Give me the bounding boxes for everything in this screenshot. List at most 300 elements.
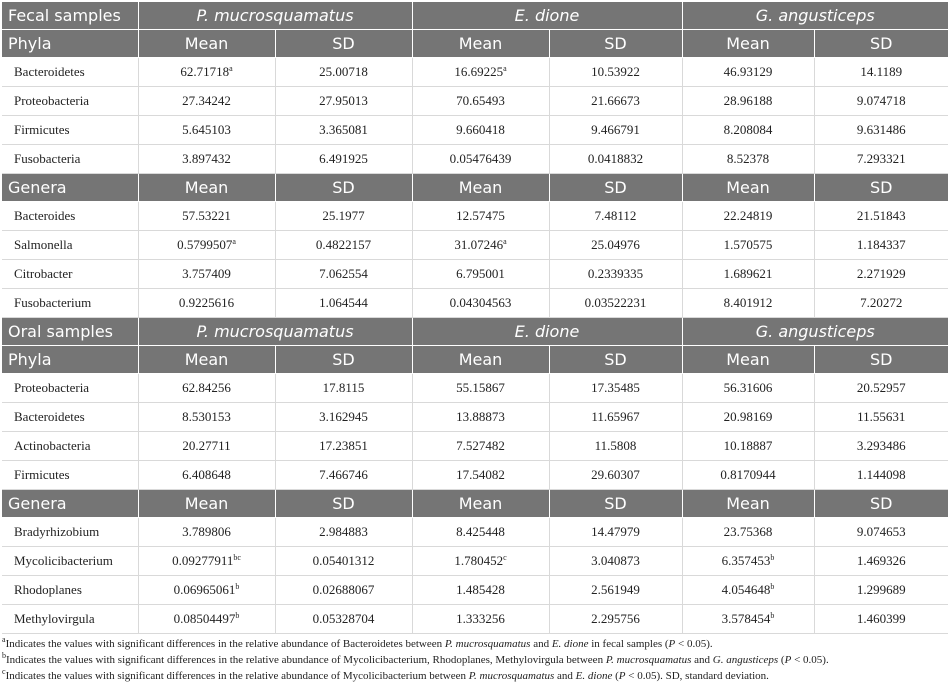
- significance-mark: a: [229, 64, 233, 73]
- value-cell: [412, 260, 549, 289]
- value-cell: [549, 289, 682, 318]
- taxon-name: Bacteroidetes: [2, 58, 138, 87]
- value-cell: [138, 518, 275, 547]
- table-body: [2, 2, 948, 634]
- taxon-name: Fusobacteria: [2, 145, 138, 174]
- footnote-text: Indicates the values with significant differences in the relative abundance of Bacteroidetes between: [5, 638, 445, 650]
- cell-value: 7.20272: [860, 295, 903, 310]
- taxon-name: Firmicutes: [2, 461, 138, 490]
- value-cell: [814, 289, 948, 318]
- value-cell: [682, 116, 814, 145]
- cell-value: 56.31606: [723, 380, 773, 395]
- cell-value: 0.2339335: [587, 266, 644, 281]
- cell-value: 7.466746: [319, 467, 368, 482]
- abundance-table: [2, 2, 948, 634]
- cell-value: 27.95013: [319, 93, 368, 108]
- cell-value: 1.460399: [856, 611, 906, 626]
- value-cell: [275, 605, 412, 634]
- significance-mark: bc: [233, 553, 241, 562]
- mean-header: Mean: [138, 30, 275, 58]
- cell-value: 3.162945: [319, 409, 368, 424]
- sd-header: SD: [549, 346, 682, 374]
- value-cell: [682, 145, 814, 174]
- cell-value: 0.08504497: [173, 611, 236, 626]
- value-cell: [138, 576, 275, 605]
- value-cell: [814, 231, 948, 260]
- footnote-text: P. mucrosquamatus: [444, 638, 531, 650]
- footnote-text: P: [668, 638, 676, 650]
- cell-value: 1.469326: [856, 553, 906, 568]
- value-cell: [549, 605, 682, 634]
- cell-value: 8.530153: [182, 409, 231, 424]
- table-row: [2, 116, 948, 145]
- footnote-text: and: [691, 654, 713, 666]
- value-cell: [275, 145, 412, 174]
- significance-mark: b: [770, 611, 775, 620]
- cell-value: 46.93129: [723, 64, 773, 79]
- significance-mark: c: [503, 553, 507, 562]
- taxon-name: Bacteroidetes: [2, 403, 138, 432]
- taxon-name: Methylovirgula: [2, 605, 138, 634]
- sd-header: SD: [275, 346, 412, 374]
- value-cell: [275, 547, 412, 576]
- value-cell: [275, 260, 412, 289]
- value-cell: [138, 461, 275, 490]
- table-row: [2, 576, 948, 605]
- footnote-text: P: [784, 654, 792, 666]
- mean-header: Mean: [412, 174, 549, 202]
- table-row: [2, 289, 948, 318]
- cell-value: 8.425448: [456, 524, 505, 539]
- table-row: [2, 260, 948, 289]
- mean-header: Mean: [682, 346, 814, 374]
- cell-value: 0.05401312: [312, 553, 375, 568]
- significance-mark: a: [503, 64, 507, 73]
- value-cell: [549, 518, 682, 547]
- cell-value: 25.04976: [591, 237, 640, 252]
- value-cell: [682, 518, 814, 547]
- species-header: G. angusticeps: [682, 318, 948, 346]
- cell-value: 0.0418832: [587, 151, 644, 166]
- footnote-text: P. mucrosquamatus: [605, 654, 692, 666]
- section-title: Oral samples: [2, 318, 138, 346]
- mean-header: Mean: [682, 174, 814, 202]
- value-cell: [138, 547, 275, 576]
- cell-value: 11.5808: [594, 438, 637, 453]
- group-header-row: [2, 30, 948, 58]
- cell-value: 12.57475: [456, 208, 505, 223]
- species-header: P. mucrosquamatus: [138, 318, 412, 346]
- cell-value: 23.75368: [723, 524, 773, 539]
- cell-value: 5.645103: [182, 122, 231, 137]
- footnote-text: in fecal samples (: [588, 638, 669, 650]
- group-label: Phyla: [2, 346, 138, 374]
- value-cell: [412, 145, 549, 174]
- value-cell: [682, 58, 814, 87]
- value-cell: [412, 605, 549, 634]
- value-cell: [682, 576, 814, 605]
- significance-mark: a: [503, 237, 507, 246]
- cell-value: 3.293486: [856, 438, 906, 453]
- cell-value: 1.570575: [723, 237, 773, 252]
- cell-value: 7.48112: [594, 208, 637, 223]
- cell-value: 11.65967: [591, 409, 640, 424]
- table-row: [2, 87, 948, 116]
- sd-header: SD: [275, 490, 412, 518]
- value-cell: [412, 58, 549, 87]
- value-cell: [138, 116, 275, 145]
- value-cell: [275, 289, 412, 318]
- cell-value: 1.144098: [856, 467, 906, 482]
- mean-header: Mean: [138, 174, 275, 202]
- footnote-text: < 0.05).: [791, 654, 829, 666]
- cell-value: 8.208084: [723, 122, 773, 137]
- footnote-text: and: [530, 638, 552, 650]
- value-cell: [682, 374, 814, 403]
- table-row: [2, 202, 948, 231]
- value-cell: [682, 605, 814, 634]
- value-cell: [138, 87, 275, 116]
- value-cell: [814, 260, 948, 289]
- group-header-row: [2, 174, 948, 202]
- group-header-row: [2, 490, 948, 518]
- cell-value: 9.466791: [591, 122, 640, 137]
- significance-mark: a: [232, 237, 236, 246]
- taxon-name: Proteobacteria: [2, 374, 138, 403]
- value-cell: [814, 58, 948, 87]
- taxon-name: Rhodoplanes: [2, 576, 138, 605]
- cell-value: 7.062554: [319, 266, 368, 281]
- cell-value: 11.55631: [857, 409, 906, 424]
- sd-header: SD: [814, 30, 948, 58]
- value-cell: [412, 576, 549, 605]
- footnote-text: < 0.05). SD, standard deviation.: [625, 670, 769, 682]
- taxon-name: Firmicutes: [2, 116, 138, 145]
- table-row: [2, 145, 948, 174]
- footnote: [2, 636, 948, 652]
- cell-value: 0.02688067: [312, 582, 375, 597]
- group-label: Genera: [2, 490, 138, 518]
- cell-value: 3.757409: [182, 266, 231, 281]
- cell-value: 2.561949: [591, 582, 640, 597]
- value-cell: [275, 403, 412, 432]
- cell-value: 6.795001: [456, 266, 505, 281]
- cell-value: 57.53221: [182, 208, 231, 223]
- cell-value: 14.47979: [591, 524, 640, 539]
- value-cell: [138, 432, 275, 461]
- cell-value: 2.295756: [591, 611, 640, 626]
- cell-value: 2.984883: [319, 524, 368, 539]
- cell-value: 21.51843: [856, 208, 906, 223]
- cell-value: 17.35485: [591, 380, 640, 395]
- value-cell: [275, 202, 412, 231]
- footnotes: [2, 636, 948, 684]
- cell-value: 1.299689: [856, 582, 906, 597]
- value-cell: [138, 231, 275, 260]
- value-cell: [682, 231, 814, 260]
- cell-value: 70.65493: [456, 93, 505, 108]
- cell-value: 9.660418: [456, 122, 505, 137]
- taxon-name: Actinobacteria: [2, 432, 138, 461]
- footnote-text: G. angusticeps: [712, 654, 779, 666]
- cell-value: 10.53922: [591, 64, 640, 79]
- value-cell: [275, 576, 412, 605]
- sd-header: SD: [814, 346, 948, 374]
- cell-value: 3.040873: [591, 553, 640, 568]
- table-row: [2, 432, 948, 461]
- taxon-name: Bacteroides: [2, 202, 138, 231]
- cell-value: 3.897432: [182, 151, 231, 166]
- species-header: E. dione: [412, 318, 682, 346]
- value-cell: [549, 202, 682, 231]
- significance-mark: b: [770, 553, 775, 562]
- value-cell: [138, 260, 275, 289]
- value-cell: [138, 145, 275, 174]
- mean-header: Mean: [682, 490, 814, 518]
- value-cell: [549, 403, 682, 432]
- cell-value: 31.07246: [454, 237, 504, 252]
- cell-value: 1.485428: [456, 582, 505, 597]
- value-cell: [682, 260, 814, 289]
- value-cell: [549, 461, 682, 490]
- cell-value: 4.054648: [721, 582, 771, 597]
- cell-value: 13.88873: [456, 409, 505, 424]
- table-row: [2, 403, 948, 432]
- cell-value: 9.074653: [856, 524, 906, 539]
- sd-header: SD: [814, 490, 948, 518]
- cell-value: 0.05328704: [312, 611, 375, 626]
- cell-value: 0.09277911: [172, 553, 234, 568]
- value-cell: [682, 403, 814, 432]
- cell-value: 9.074718: [856, 93, 906, 108]
- mean-header: Mean: [138, 490, 275, 518]
- cell-value: 3.578454: [721, 611, 771, 626]
- species-header: P. mucrosquamatus: [138, 2, 412, 30]
- value-cell: [412, 432, 549, 461]
- value-cell: [549, 145, 682, 174]
- footnote-text: E. dione: [575, 670, 613, 682]
- footnote-text: Indicates the values with significant differences in the relative abundance of Mycolicibacterium, Rhodoplanes, Methylovirgula between: [6, 654, 606, 666]
- cell-value: 0.05476439: [449, 151, 512, 166]
- value-cell: [814, 518, 948, 547]
- section-header-row: [2, 2, 948, 30]
- cell-value: 0.03522231: [584, 295, 647, 310]
- footnote-text: and: [554, 670, 576, 682]
- value-cell: [275, 58, 412, 87]
- cell-value: 6.491925: [319, 151, 368, 166]
- cell-value: 55.15867: [456, 380, 505, 395]
- table-row: [2, 374, 948, 403]
- footnote-text: P: [618, 670, 626, 682]
- value-cell: [549, 87, 682, 116]
- taxon-name: Mycolicibacterium: [2, 547, 138, 576]
- footnote-text: < 0.05).: [675, 638, 713, 650]
- footnote-mark: b: [2, 651, 6, 660]
- cell-value: 20.52957: [856, 380, 906, 395]
- value-cell: [412, 116, 549, 145]
- value-cell: [275, 87, 412, 116]
- table-row: [2, 58, 948, 87]
- value-cell: [275, 116, 412, 145]
- sd-header: SD: [549, 490, 682, 518]
- value-cell: [138, 289, 275, 318]
- value-cell: [682, 432, 814, 461]
- cell-value: 8.52378: [726, 151, 770, 166]
- table-row: [2, 547, 948, 576]
- value-cell: [275, 461, 412, 490]
- cell-value: 2.271929: [856, 266, 906, 281]
- species-header: G. angusticeps: [682, 2, 948, 30]
- cell-value: 3.365081: [319, 122, 368, 137]
- footnote-text: (: [778, 654, 785, 666]
- value-cell: [682, 87, 814, 116]
- cell-value: 62.84256: [182, 380, 231, 395]
- value-cell: [814, 202, 948, 231]
- value-cell: [275, 518, 412, 547]
- value-cell: [549, 432, 682, 461]
- value-cell: [549, 58, 682, 87]
- table-row: [2, 461, 948, 490]
- value-cell: [549, 374, 682, 403]
- cell-value: 6.408648: [182, 467, 231, 482]
- footnote-text: P. mucrosquamatus: [468, 670, 555, 682]
- significance-mark: b: [235, 582, 240, 591]
- value-cell: [682, 547, 814, 576]
- cell-value: 1.780452: [454, 553, 504, 568]
- value-cell: [138, 202, 275, 231]
- taxon-name: Bradyrhizobium: [2, 518, 138, 547]
- value-cell: [412, 547, 549, 576]
- cell-value: 28.96188: [723, 93, 773, 108]
- mean-header: Mean: [412, 30, 549, 58]
- table-row: [2, 518, 948, 547]
- value-cell: [814, 145, 948, 174]
- sd-header: SD: [814, 174, 948, 202]
- cell-value: 7.293321: [856, 151, 906, 166]
- value-cell: [412, 374, 549, 403]
- group-label: Genera: [2, 174, 138, 202]
- mean-header: Mean: [412, 346, 549, 374]
- cell-value: 62.71718: [180, 64, 230, 79]
- cell-value: 1.064544: [319, 295, 368, 310]
- cell-value: 17.8115: [322, 380, 365, 395]
- cell-value: 17.23851: [319, 438, 368, 453]
- sd-header: SD: [549, 174, 682, 202]
- group-label: Phyla: [2, 30, 138, 58]
- value-cell: [275, 374, 412, 403]
- value-cell: [682, 202, 814, 231]
- value-cell: [814, 87, 948, 116]
- value-cell: [814, 547, 948, 576]
- sd-header: SD: [275, 30, 412, 58]
- mean-header: Mean: [412, 490, 549, 518]
- cell-value: 9.631486: [856, 122, 906, 137]
- cell-value: 0.06965061: [173, 582, 236, 597]
- group-header-row: [2, 346, 948, 374]
- section-title: Fecal samples: [2, 2, 138, 30]
- value-cell: [814, 576, 948, 605]
- value-cell: [412, 231, 549, 260]
- value-cell: [814, 605, 948, 634]
- value-cell: [275, 432, 412, 461]
- cell-value: 1.689621: [723, 266, 773, 281]
- section-header-row: [2, 318, 948, 346]
- value-cell: [814, 116, 948, 145]
- cell-value: 0.5799507: [177, 237, 233, 252]
- table-row: [2, 605, 948, 634]
- cell-value: 3.789806: [182, 524, 231, 539]
- taxon-name: Salmonella: [2, 231, 138, 260]
- value-cell: [549, 231, 682, 260]
- value-cell: [682, 461, 814, 490]
- value-cell: [412, 403, 549, 432]
- taxon-name: Fusobacterium: [2, 289, 138, 318]
- cell-value: 1.184337: [856, 237, 906, 252]
- value-cell: [138, 374, 275, 403]
- cell-value: 7.527482: [456, 438, 505, 453]
- cell-value: 16.69225: [454, 64, 504, 79]
- value-cell: [412, 518, 549, 547]
- cell-value: 1.333256: [456, 611, 505, 626]
- cell-value: 0.4822157: [315, 237, 372, 252]
- value-cell: [814, 432, 948, 461]
- value-cell: [549, 547, 682, 576]
- cell-value: 27.34242: [182, 93, 231, 108]
- significance-mark: b: [770, 582, 775, 591]
- value-cell: [138, 605, 275, 634]
- mean-header: Mean: [138, 346, 275, 374]
- mean-header: Mean: [682, 30, 814, 58]
- cell-value: 20.98169: [723, 409, 773, 424]
- footnote-mark: c: [2, 667, 6, 676]
- cell-value: 0.04304563: [449, 295, 512, 310]
- cell-value: 8.401912: [723, 295, 773, 310]
- significance-mark: b: [235, 611, 240, 620]
- value-cell: [814, 374, 948, 403]
- value-cell: [138, 58, 275, 87]
- cell-value: 0.9225616: [178, 295, 235, 310]
- value-cell: [814, 403, 948, 432]
- taxon-name: Citrobacter: [2, 260, 138, 289]
- value-cell: [549, 260, 682, 289]
- cell-value: 25.1977: [322, 208, 365, 223]
- footnote: [2, 652, 948, 668]
- taxon-name: Proteobacteria: [2, 87, 138, 116]
- footnote: [2, 668, 948, 684]
- value-cell: [549, 116, 682, 145]
- cell-value: 20.27711: [182, 438, 231, 453]
- cell-value: 10.18887: [723, 438, 773, 453]
- footnote-text: Indicates the values with significant differences in the relative abundance of Mycolicibacterium between: [5, 670, 469, 682]
- cell-value: 0.8170944: [720, 467, 776, 482]
- cell-value: 21.66673: [591, 93, 640, 108]
- cell-value: 29.60307: [591, 467, 640, 482]
- footnote-text: E. dione: [551, 638, 589, 650]
- sd-header: SD: [549, 30, 682, 58]
- cell-value: 22.24819: [723, 208, 773, 223]
- sd-header: SD: [275, 174, 412, 202]
- value-cell: [682, 289, 814, 318]
- value-cell: [275, 231, 412, 260]
- value-cell: [412, 289, 549, 318]
- value-cell: [549, 576, 682, 605]
- cell-value: 14.1189: [860, 64, 903, 79]
- value-cell: [412, 202, 549, 231]
- value-cell: [412, 461, 549, 490]
- value-cell: [412, 87, 549, 116]
- cell-value: 17.54082: [456, 467, 505, 482]
- value-cell: [138, 403, 275, 432]
